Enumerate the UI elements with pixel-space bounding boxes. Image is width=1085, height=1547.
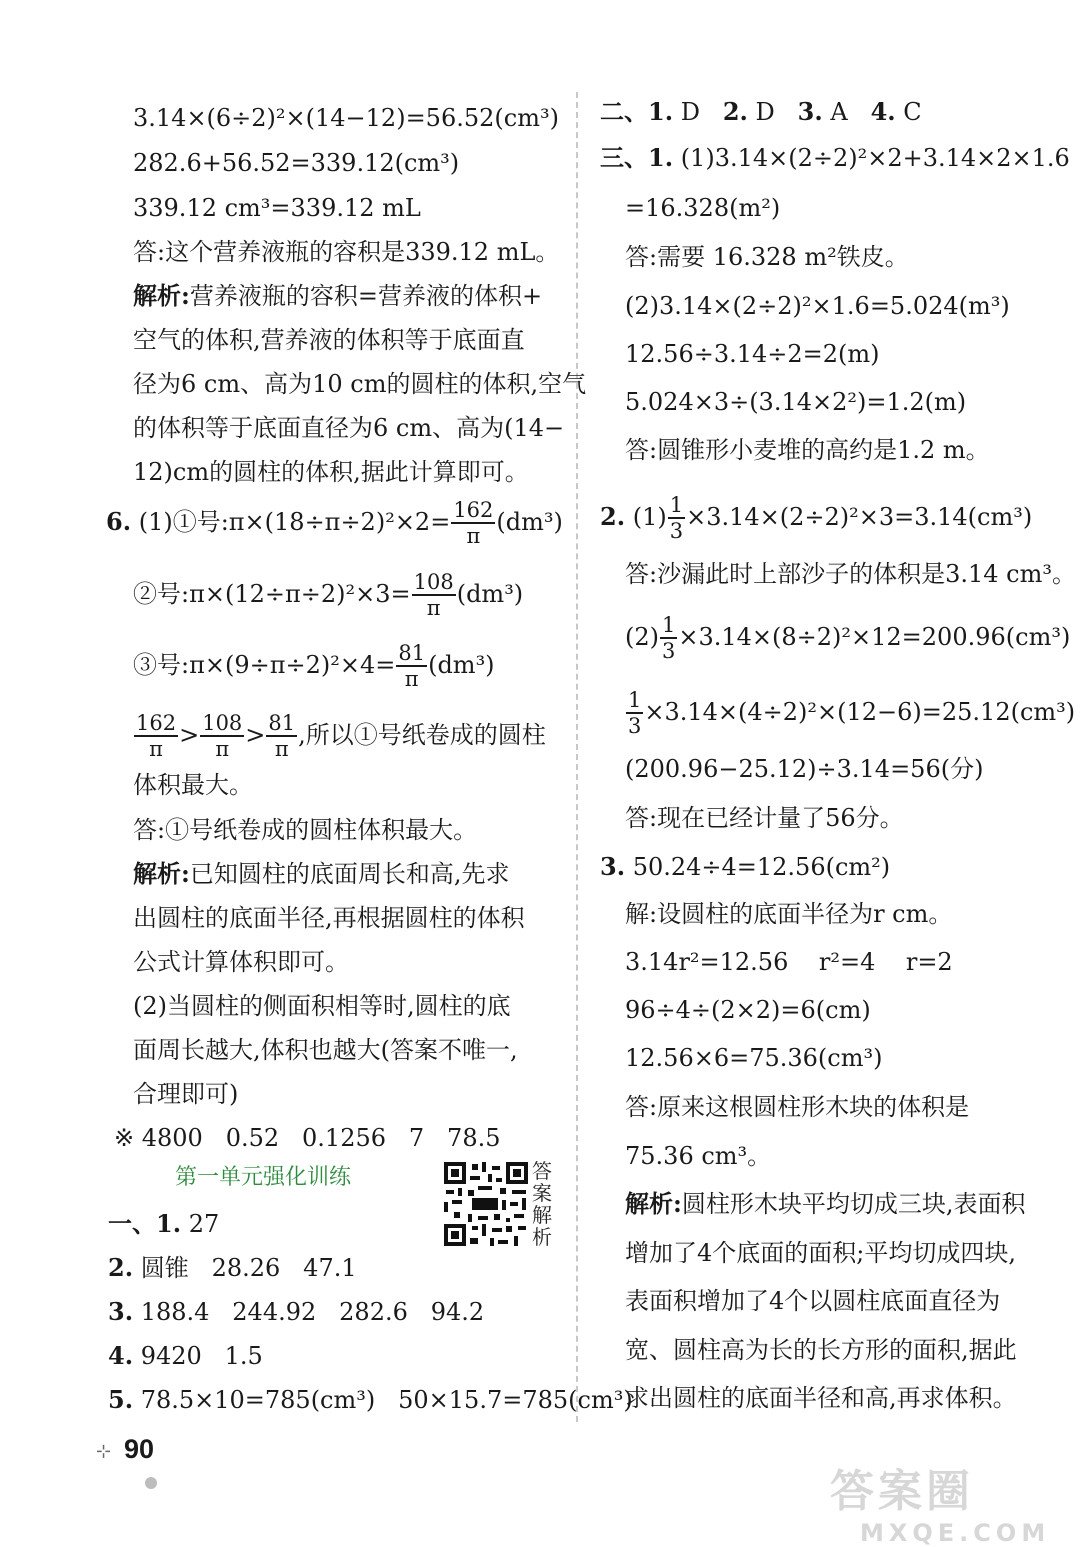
text-line: (2)当圆柱的侧面积相等时,圆柱的底 — [133, 992, 511, 1020]
page-mark-icon: ⊹ — [96, 1441, 112, 1462]
question-3-line — [600, 850, 890, 884]
text-line: 空气的体积,营养液的体积等于底面直 — [133, 326, 525, 354]
answer-line — [108, 1383, 633, 1417]
fraction-denominator: π — [466, 524, 481, 548]
decorative-dot — [145, 1477, 157, 1489]
text-line: (200.96−25.12)÷3.14=56(分) — [625, 755, 984, 783]
fraction-numerator: 108 — [413, 570, 454, 594]
fraction-numerator: 1 — [669, 493, 684, 517]
fraction-numerator: 81 — [268, 711, 296, 735]
extra-answers-line: ※ 4800 0.52 0.1256 7 78.5 — [114, 1124, 501, 1152]
text-line: (2)3.14×(2÷2)²×1.6=5.024(m³) — [625, 292, 1010, 320]
question-6-line-b — [133, 572, 523, 619]
text-span: A — [822, 98, 871, 126]
answer-line — [108, 1295, 484, 1329]
section-title: 第一单元强化训练 — [175, 1165, 352, 1190]
text-line: 增加了4个底面的面积;平均切成四块, — [625, 1239, 1016, 1267]
text-span: 已知圆柱的底面周长和高,先求 — [189, 860, 510, 888]
answer-line: 答:需要 16.328 m²铁皮。 — [625, 243, 909, 271]
text-line: 3.14×(6÷2)²×(14−12)=56.52(cm³) — [133, 104, 559, 132]
text-span: ②号:π×(12÷π÷2)²×3= — [133, 580, 411, 608]
question-number: 2. — [600, 502, 626, 531]
comparison-line — [133, 713, 546, 760]
text-line: 12)cm的圆柱的体积,据此计算即可。 — [133, 458, 529, 486]
fraction-denominator: 3 — [662, 639, 676, 663]
fraction-denominator: π — [274, 737, 289, 761]
column-divider — [576, 92, 578, 1422]
text-line: 体积最大。 — [133, 771, 253, 799]
question-number: 一、1. — [108, 1209, 182, 1238]
text-span: ×3.14×(8÷2)²×12=200.96(cm³) — [678, 623, 1071, 651]
greater-than: > — [179, 721, 200, 749]
fraction-numerator: 1 — [628, 688, 642, 712]
fraction-denominator: 3 — [628, 714, 642, 738]
text-line: 5.024×3÷(3.14×2²)=1.2(m) — [625, 388, 967, 416]
text-span: (dm³) — [428, 651, 495, 679]
text-line: 径为6 cm、高为10 cm的圆柱的体积,空气 — [133, 370, 587, 398]
text-span: C — [895, 98, 922, 126]
question-number: 3. — [600, 852, 626, 881]
text-span: ③号:π×(9÷π÷2)²×4= — [133, 651, 396, 679]
text-line: 12.56÷3.14÷2=2(m) — [625, 340, 880, 368]
text-span: (dm³) — [496, 508, 563, 536]
text-span: ×3.14×(4÷2)²×(12−6)=25.12(cm³) — [644, 698, 1076, 726]
text-span: 9420 1.5 — [133, 1342, 263, 1370]
text-line: 求出圆柱的底面半径和高,再求体积。 — [625, 1384, 1017, 1412]
question-number: 5. — [108, 1385, 134, 1414]
text-span: ,所以①号纸卷成的圆柱 — [298, 721, 546, 749]
fraction-numerator: 81 — [398, 641, 426, 665]
fraction — [266, 713, 297, 760]
fraction-denominator: π — [426, 596, 441, 620]
question-6-line-c — [133, 643, 495, 690]
text-span: (dm³) — [456, 580, 524, 608]
fraction-numerator: 108 — [202, 711, 243, 735]
fraction-numerator: 162 — [453, 498, 494, 522]
answer-line — [108, 1207, 219, 1241]
text-line: 96÷4÷(2×2)=6(cm) — [625, 996, 871, 1024]
analysis-line — [133, 857, 510, 891]
text-line: 339.12 cm³=339.12 mL — [133, 194, 421, 222]
fraction — [451, 500, 495, 547]
text-line: 282.6+56.52=339.12(cm³) — [133, 149, 460, 177]
answer-line: 答:①号纸卷成的圆柱体积最大。 — [133, 816, 478, 844]
answer-line: 答:圆锥形小麦堆的高约是1.2 m。 — [625, 436, 990, 464]
question-number: 6. — [106, 507, 132, 536]
fraction — [412, 572, 456, 619]
analysis-label: 解析: — [133, 859, 190, 888]
answer-line: 答:这个营养液瓶的容积是339.12 mL。 — [133, 238, 560, 266]
question-6-line-a — [106, 500, 563, 547]
text-line: 面周长越大,体积也越大(答案不唯一, — [133, 1036, 518, 1064]
greater-than: > — [245, 721, 266, 749]
answer-line: 答:沙漏此时上部沙子的体积是3.14 cm³。 — [625, 560, 1076, 588]
text-line: 宽、圆柱高为长的长方形的面积,据此 — [625, 1336, 1017, 1364]
text-span: ×3.14×(2÷2)²×3=3.14(cm³) — [686, 503, 1033, 531]
question-number: 4. — [870, 97, 896, 126]
text-span: D — [747, 98, 798, 126]
fraction — [134, 713, 178, 760]
watermark-url: MXQE.COM — [860, 1519, 1051, 1547]
question-number: 三、1. — [600, 143, 674, 172]
fraction-denominator: π — [149, 737, 163, 761]
analysis-line — [133, 279, 542, 313]
watermark-title: 答案圈 — [830, 1466, 974, 1517]
fraction — [200, 713, 244, 760]
question-2-line — [600, 495, 1032, 542]
fraction-numerator: 1 — [662, 613, 676, 637]
text-span: D — [673, 98, 723, 126]
answer-line: 答:现在已经计量了56分。 — [625, 804, 904, 832]
text-span: 圆柱形木块平均切成三块,表面积 — [681, 1190, 1026, 1218]
text-line: 的体积等于底面直径为6 cm、高为(14− — [133, 414, 565, 442]
fraction-denominator: 3 — [669, 519, 684, 543]
text-span: (1)3.14×(2÷2)²×2+3.14×2×1.6 — [673, 144, 1070, 172]
text-line: 解:设圆柱的底面半径为r cm。 — [625, 900, 953, 928]
question-number: 3. — [797, 97, 823, 126]
text-span: 188.4 244.92 282.6 94.2 — [133, 1298, 485, 1326]
analysis-line — [625, 1187, 1026, 1221]
text-line: 出圆柱的底面半径,再根据圆柱的体积 — [133, 904, 525, 932]
fraction — [396, 643, 427, 690]
question-number: 3. — [108, 1297, 134, 1326]
watermark — [830, 1455, 1050, 1547]
question-number: 2. — [108, 1253, 134, 1282]
question-number: 4. — [108, 1341, 134, 1370]
text-line: =16.328(m²) — [625, 194, 781, 222]
fraction — [626, 690, 643, 737]
text-line: 合理即可) — [133, 1080, 239, 1108]
text-span: (2) — [625, 623, 659, 651]
text-line — [625, 615, 1070, 662]
choice-answers-line — [600, 95, 922, 129]
fraction — [660, 615, 677, 662]
question-number: 2. — [722, 97, 748, 126]
question-number: 二、1. — [600, 97, 674, 126]
text-span: (1) — [632, 503, 667, 531]
qr-label: 答案解析 — [532, 1159, 552, 1249]
text-line: 3.14r²=12.56 r²=4 r=2 — [625, 948, 953, 976]
answer-line — [108, 1251, 357, 1285]
text-line — [625, 690, 1075, 737]
qr-code[interactable] — [442, 1160, 530, 1248]
text-line — [600, 141, 1070, 175]
text-line: 75.36 cm³。 — [625, 1142, 772, 1170]
answer-line: 答:原来这根圆柱形木块的体积是 — [625, 1093, 970, 1121]
fraction-denominator: π — [215, 737, 230, 761]
text-line: 12.56×6=75.36(cm³) — [625, 1044, 883, 1072]
analysis-label: 解析: — [625, 1189, 682, 1218]
fraction-denominator: π — [404, 667, 419, 691]
answer-line — [108, 1339, 263, 1373]
text-line: 表面积增加了4个以圆柱底面直径为 — [625, 1287, 1001, 1315]
text-span: 50.24÷4=12.56(cm²) — [625, 853, 891, 881]
text-span: 营养液瓶的容积=营养液的体积+ — [189, 282, 543, 310]
analysis-label: 解析: — [133, 281, 190, 310]
text-span: 圆锥 28.26 47.1 — [133, 1254, 357, 1282]
text-span: 78.5×10=785(cm³) 50×15.7=785(cm³) — [133, 1386, 633, 1414]
text-span: (1)①号:π×(18÷π÷2)²×2= — [138, 508, 451, 536]
fraction-numerator: 162 — [136, 711, 177, 735]
text-line: 公式计算体积即可。 — [133, 948, 349, 976]
qr-code-icon — [442, 1160, 530, 1248]
fraction — [668, 495, 685, 542]
text-span: 27 — [181, 1210, 220, 1238]
page-number: 90 — [124, 1434, 155, 1464]
